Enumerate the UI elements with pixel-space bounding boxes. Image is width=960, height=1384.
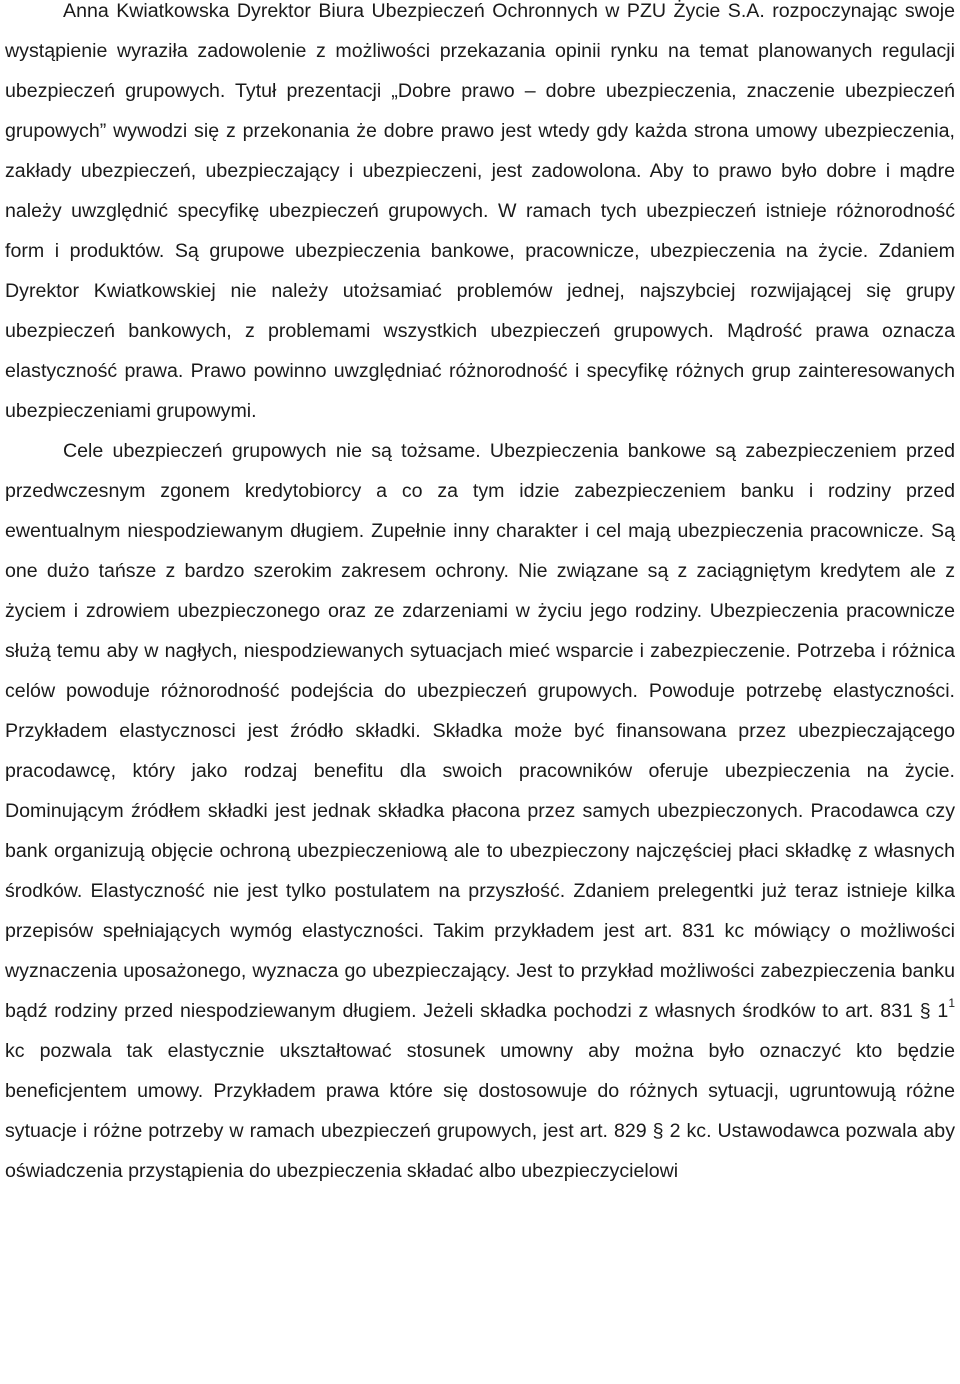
- superscript-marker: 1: [948, 996, 955, 1011]
- paragraph-text: Cele ubezpieczeń grupowych nie są tożsame. Ubezpieczenia bankowe są zabezpieczeniem przed przedwczesnym zgonem kredytobiorcy a co za tym idzie zabezpieczeniem banku i rodziny przed ewentualnym niespodziewanym długiem. Zupełnie inny charakter i cel mają ubezpieczenia pracownicze. Są one dużo tańsze z bardzo szerokim zakresem ochrony. Nie związane są z zaciągniętym kredytem ale z życiem i zdrowiem ubezpieczonego oraz ze zdarzeniami w życiu jego rodziny. Ubezpieczenia pracownicze służą temu aby w nagłych, niespodziewanych sytuacjach mieć wsparcie i zabezpieczenie. Potrzeba i różnica celów powoduje różnorodność podejścia do ubezpieczeń grupowych. Powoduje potrzebę elastyczności. Przykładem elastycznosci jest źródło składki. Składka może być finansowana przez ubezpieczającego pracodawcę, który jako rodzaj benefitu dla swoich pracowników oferuje ubezpieczenia na życie. Dominującym źródłem składki jest jednak składka płacona przez samych ubezpieczonych. Pracodawca czy bank organizują objęcie ochroną ubezpieczeniową ale to ubezpieczony najczęściej płaci składkę z własnych środków. Elastyczność nie jest tylko postulatem na przyszłość. Zdaniem prelegentki już teraz istnieje kilka przepisów spełniających wymóg elastyczności. Takim przykładem jest art. 831 kc mówiący o możliwości wyznaczenia uposażonego, wyznacza go ubezpieczający. Jest to przykład możliwości zabezpieczenia banku bądź rodziny przed niespodziewanym długiem. Jeżeli składka pochodzi z własnych środków to art. 831 § 1: [5, 440, 955, 1022]
- paragraph-intro: [5, 0, 955, 431]
- paragraph-text-continued: kc pozwala tak elastycznie ukształtować stosunek umowny aby można było oznaczyć kto będzie beneficjentem umowy. Przykładem prawa które się dostosowuje do różnych sytuacji, ugruntowują różne sytuacje i różne potrzeby w ramach ubezpieczeń grupowych, jest art. 829 § 2 kc. Ustawodawca pozwala aby oświadczenia przystąpienia do ubezpieczenia składać albo ubezpieczycielowi: [5, 1040, 955, 1182]
- document-body: [5, 0, 955, 1191]
- paragraph-text: Anna Kwiatkowska Dyrektor Biura Ubezpieczeń Ochronnych w PZU Życie S.A. rozpoczynając swoje wystąpienie wyraziła zadowolenie z możliwości przekazania opinii rynku na temat planowanych regulacji ubezpieczeń grupowych. Tytuł prezentacji „Dobre prawo – dobre ubezpieczenia, znaczenie ubezpieczeń grupowych” wywodzi się z przekonania że dobre prawo jest wtedy gdy każda strona umowy ubezpieczenia, zakłady ubezpieczeń, ubezpieczający i ubezpieczeni, jest zadowolona. Aby to prawo było dobre i mądre należy uwzględnić specyfikę ubezpieczeń grupowych. W ramach tych ubezpieczeń istnieje różnorodność form i produktów. Są grupowe ubezpieczenia bankowe, pracownicze, ubezpieczenia na życie. Zdaniem Dyrektor Kwiatkowskiej nie należy utożsamiać problemów jednej, najszybciej rozwijającej się grupy ubezpieczeń bankowych, z problemami wszystkich ubezpieczeń grupowych. Mądrość prawa oznacza elastyczność prawa. Prawo powinno uwzględniać różnorodność i specyfikę różnych grup zainteresowanych ubezpieczeniami grupowymi.: [5, 0, 955, 422]
- paragraph-goals: [5, 431, 955, 1191]
